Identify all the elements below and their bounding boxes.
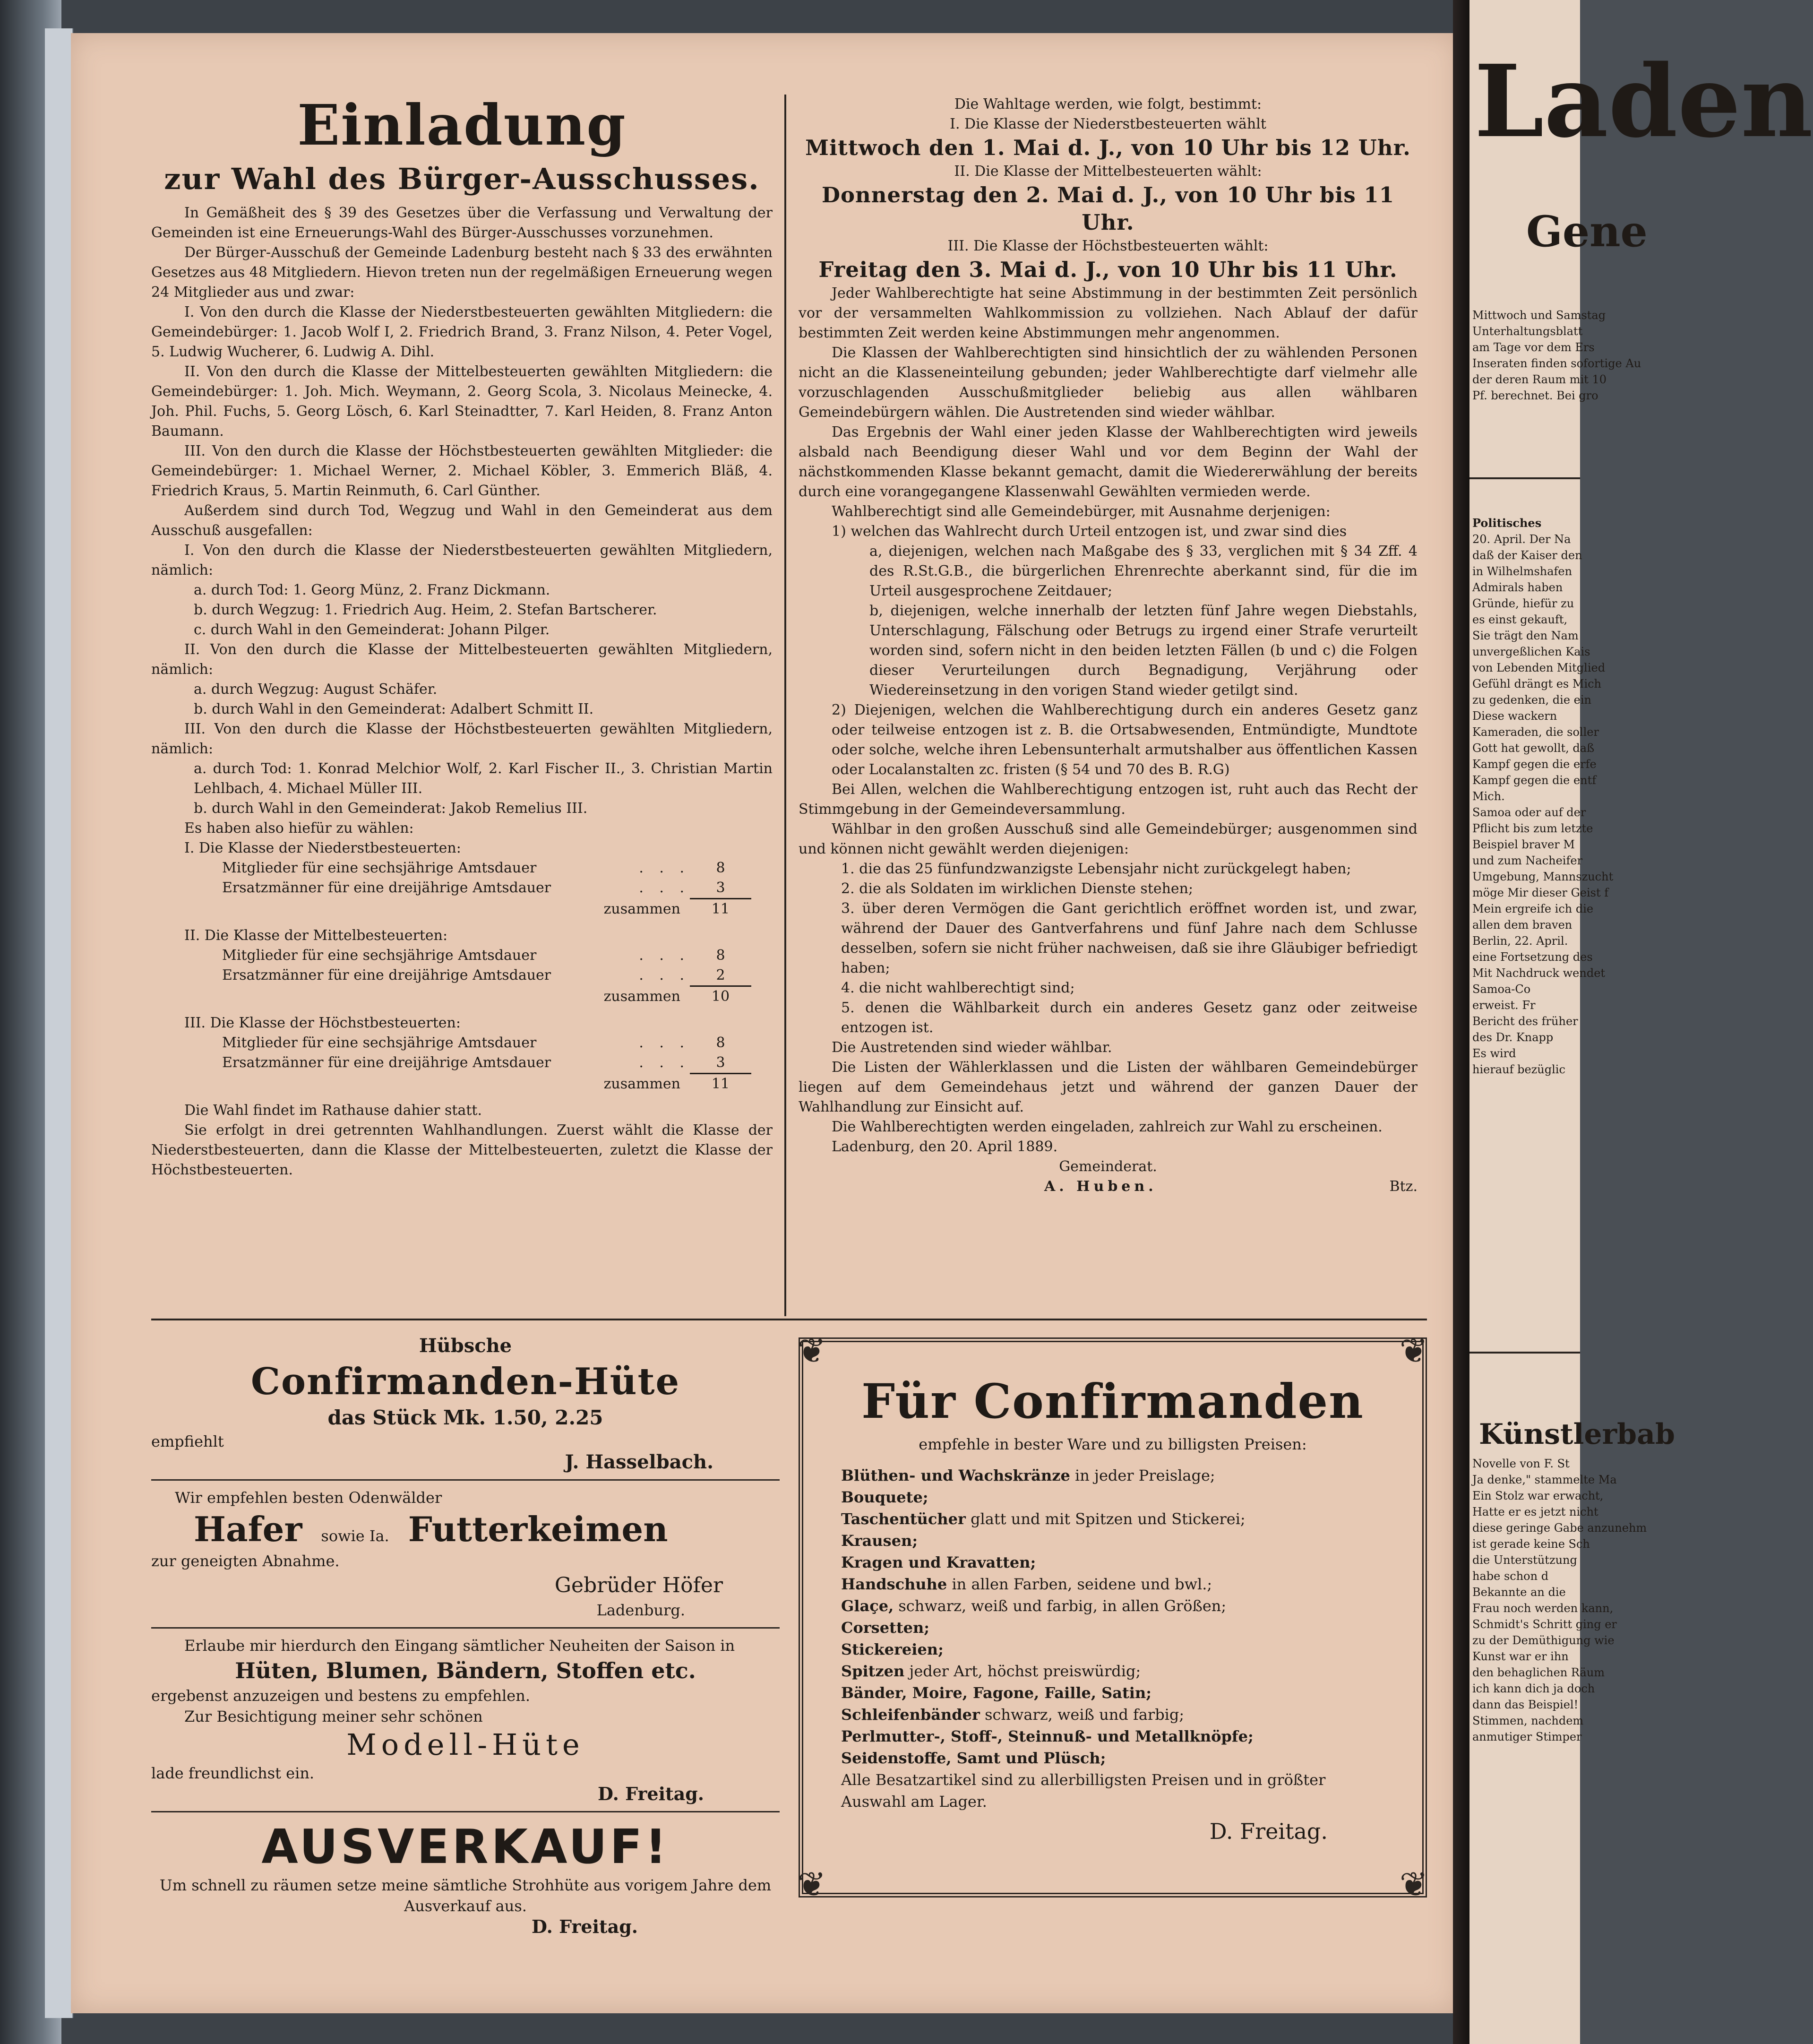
vote-label: Mitglieder für eine sechsjährige Amtsdauer — [222, 947, 537, 964]
text-line: des Dr. Knapp — [1472, 1031, 1554, 1044]
text-line: zu der Demüthigung wie — [1472, 1634, 1615, 1647]
vote-total: 11 — [711, 901, 730, 917]
facing-page — [1469, 0, 1813, 2044]
section-niederst: I. Von den durch die Klasse der Niederstbesteuerten gewählten Mitgliedern: die Gemeindebürger: 1. Jacob Wolf I, 2. Friedrich Brand, 3. Franz Nilson, 4. Peter Vogel, 5. Ludwig Wucherer, 6. Ludwig A. Dihl. — [151, 304, 773, 360]
list-item: 2) Diejenigen, welchen die Wahlberechtigung durch ein anderes Gesetz ganz oder teilweise entzogen ist z. B. die Ortsabwesenden, Entmündigte, Mundtote oder solche, welche ihren Lebensunterhalt armutshalber aus öffentlichen Kassen oder Localanstalten zc. fristen (§ 54 und 70 des B. R.G) — [832, 702, 1418, 778]
vote-total-label: zusammen — [603, 988, 680, 1005]
election-date: Mittwoch den 1. Mai d. J., von 10 Uhr bis 12 Uhr. — [805, 135, 1411, 160]
text-line: Mit Nachdruck wendet — [1472, 966, 1606, 980]
dot-leader: . . . — [639, 1054, 690, 1071]
ad-title: Für Confirmanden — [861, 1373, 1364, 1429]
signer: A. Huben. — [1044, 1178, 1157, 1195]
ad-word: Modell-Hüte — [346, 1727, 584, 1762]
list-item: a. durch Tod: 1. Georg Münz, 2. Franz Dickmann. — [194, 582, 550, 598]
section-mittel: II. Von den durch die Klasse der Mittelbesteuerten gewählten Mitgliedern: die Gemeindebürger: 1. Joh. Mich. Weymann, 2. Georg Scola, 3. Nicolaus Meinecke, 4. Joh. Phil. Fuchs, 5. Georg Lösch, 6. Karl Steinadtter, 7. Karl Heiden, 8. Franz Anton Baumann. — [151, 363, 773, 440]
product-detail: in allen Farben, seidene und bwl.; — [952, 1575, 1212, 1593]
list-item — [841, 1530, 1384, 1552]
list-item — [841, 1682, 1384, 1704]
vote-group — [184, 838, 751, 919]
text-line: Gott hat gewollt, daß — [1472, 742, 1595, 755]
vote-total-row — [184, 1074, 751, 1094]
text-line: Mein ergreife ich die — [1472, 902, 1594, 915]
text-line: dann das Beispiel! — [1472, 1698, 1579, 1711]
vote-total: 11 — [711, 1076, 730, 1092]
product-name: Perlmutter-, Stoff-, Steinnuß- und Metallknöpfe; — [841, 1727, 1254, 1745]
feuilleton-heading: Künstlerbab — [1479, 1418, 1675, 1451]
text-line: Ein Stolz war erwacht, — [1472, 1489, 1604, 1502]
vote-count: 8 — [716, 860, 725, 876]
product-name: Stickereien; — [841, 1640, 944, 1658]
list-item: a. durch Tod: 1. Konrad Melchior Wolf, 2. Karl Fischer II., 3. Christian Martin Lehlbach, 4. Michael Müller III. — [194, 760, 773, 797]
masthead-info — [1472, 307, 1641, 404]
product-name: Taschentücher — [841, 1510, 966, 1528]
dot-leader: . . . — [639, 880, 690, 896]
class-label: III. Die Klasse der Höchstbesteuerten wählt: — [947, 238, 1269, 254]
paragraph: Der Bürger-Ausschuß der Gemeinde Ladenburg besteht nach § 33 des erwähnten Gesetzes aus 48 Mitgliedern. Hievon treten nun der regelmäßigen Erneuerung wegen 24 Mitglieder aus und zwar: — [151, 244, 773, 301]
list-item: 4. die nicht wahlberechtigt sind; — [841, 980, 1075, 996]
vote-group — [184, 926, 751, 1007]
text-line: den behaglichen Räum — [1472, 1666, 1605, 1679]
list-item: 3. über deren Vermögen die Gant gerichtlich eröffnet worden ist, und zwar, während der Dauer des Gantverfahrens und fünf Jahre nach dem Schlusse desselben, sofern sie nicht früher nachweisen, daß sie ihre Gläubiger befriedigt haben; — [841, 900, 1418, 976]
vote-label: Ersatzmänner für eine dreijährige Amtsdauer — [222, 967, 551, 983]
paragraph: Das Ergebnis der Wahl einer jeden Klasse der Wahlberechtigten wird jeweils alsbald nach Beendigung dieser Wahl und vor dem Beginn der Wahl der nächstkommenden Klasse bekannt gemacht, damit die Wiedererwählung der bereits durch eine vorangegangene Klassenwahl Gewählten vermieden werde. — [799, 424, 1418, 500]
vote-category: I. Die Klasse der Niederstbesteuerten: — [184, 840, 461, 856]
paragraph: Die Austretenden sind wieder wählbar. — [832, 1039, 1112, 1056]
text-line: ich kann dich ja doch — [1472, 1682, 1595, 1695]
text-line: Mittwoch und Samstag — [1472, 309, 1606, 322]
vote-total-label: zusammen — [603, 1076, 680, 1092]
paragraph: Es haben also hiefür zu wählen: — [184, 820, 414, 837]
text-line: diese geringe Gabe anzunehm — [1472, 1521, 1647, 1535]
ad-divider — [151, 1627, 780, 1629]
masthead-subtitle: Gene — [1526, 207, 1648, 257]
ad-place: Ladenburg. — [596, 1601, 685, 1619]
paragraph: In Gemäßheit des § 39 des Gesetzes über die Verfassung und Verwaltung der Gemeinden ist eine Erneuerungs-Wahl des Bürger-Ausschusses vorzunehmen. — [151, 205, 773, 241]
text-line: zu gedenken, die ein — [1472, 693, 1591, 707]
product-detail: glatt und mit Spitzen und Stickerei; — [971, 1510, 1246, 1528]
dateline: Ladenburg, den 20. April 1889. — [832, 1138, 1058, 1155]
ad-text: Zur Besichtigung meiner sehr schönen — [184, 1708, 483, 1725]
product-detail: schwarz, weiß und farbig; — [985, 1706, 1185, 1724]
election-date: Donnerstag den 2. Mai d. J., von 10 Uhr bis 11 Uhr. — [821, 182, 1395, 235]
novel-column — [1472, 1456, 1647, 1745]
text-line: in Wilhelmshafen — [1472, 565, 1572, 578]
section-niederst: I. Von den durch die Klasse der Niederstbesteuerten gewählten Mitgliedern, nämlich: — [151, 542, 773, 578]
ad-word: Futterkeimen — [408, 1509, 668, 1549]
product-name: Kragen und Kravatten; — [841, 1553, 1036, 1571]
vote-count: 8 — [716, 1035, 725, 1051]
ad-headline-row — [151, 1508, 780, 1551]
paragraph: Die Listen der Wählerklassen und die Listen der wählbaren Gemeindebürger liegen auf dem Gemeindehaus jetzt und während der ganzen Dauer der Wahlhandlung zur Einsicht auf. — [799, 1059, 1418, 1115]
list-item: c. durch Wahl in den Gemeinderat: Johann Pilger. — [194, 621, 550, 638]
text-line: von Lebenden Mitglied — [1472, 661, 1606, 674]
text-line: Samoa oder auf der — [1472, 806, 1586, 819]
ad-seller: D. Freitag. — [1209, 1819, 1328, 1844]
ad-word: Hafer — [194, 1509, 302, 1549]
section-rule — [1469, 477, 1580, 479]
text-line: ist gerade keine Sch — [1472, 1537, 1590, 1551]
article-title: Einladung — [297, 92, 627, 158]
ad-divider — [151, 1811, 780, 1812]
product-detail: schwarz, weiß und farbig, in allen Größen; — [898, 1597, 1227, 1615]
product-name: Glaçe, — [841, 1597, 894, 1615]
text-line: Stimmen, nachdem — [1472, 1714, 1584, 1727]
product-name: Schleifenbänder — [841, 1706, 980, 1724]
ad-seller: D. Freitag. — [598, 1783, 704, 1804]
section-mittel: II. Von den durch die Klasse der Mittelbesteuerten gewählten Mitgliedern, nämlich: — [151, 641, 773, 678]
vote-total-row — [184, 987, 751, 1007]
text-line: eine Fortsetzung des — [1472, 950, 1593, 964]
product-detail: in jeder Preislage; — [1075, 1466, 1215, 1484]
product-list — [841, 1465, 1384, 1769]
vote-group — [184, 1013, 751, 1094]
ad-fuer-confirmanden — [797, 1331, 1428, 1904]
paragraph: Sie erfolgt in drei getrennten Wahlhandlungen. Zuerst wählt die Klasse der Niederstbesteuerten, dann die Klasse der Mittelbesteuerten, zuletzt die Klasse der Höchstbesteuerten. — [151, 1122, 773, 1178]
list-item: a, diejenigen, welchen nach Maßgabe des § 33, verglichen mit § 34 Zff. 4 des R.St.G.B., die bürgerlichen Ehrenrechte aberkannt sind, für die im Urteil ausgesprochene Zeitdauer; — [869, 543, 1418, 599]
einladung-article — [151, 92, 773, 1180]
ad-price: das Stück Mk. 1.50, 2.25 — [327, 1406, 603, 1429]
text-line: Bericht des früher — [1472, 1015, 1578, 1028]
text-line: Unterhaltungsblatt — [1472, 325, 1583, 338]
vote-label: Mitglieder für eine sechsjährige Amtsdauer — [222, 860, 537, 876]
signer-secondary: Btz. — [1389, 1178, 1418, 1195]
text-line: Mich. — [1472, 790, 1505, 803]
vote-total: 10 — [711, 988, 730, 1005]
text-line: der deren Raum mit 10 — [1472, 373, 1607, 386]
ad-headline: Hüten, Blumen, Bändern, Stoffen etc. — [235, 1658, 696, 1683]
text-line: Umgebung, Mannszucht — [1472, 870, 1614, 883]
ad-text: zur geneigten Abnahme. — [151, 1552, 340, 1570]
ad-text: empfehle in bester Ware und zu billigsten Preisen: — [919, 1435, 1307, 1453]
ad-modell-huete — [151, 1635, 780, 1804]
text-line: Bekannte an die — [1472, 1586, 1566, 1599]
vote-count: 8 — [716, 947, 725, 964]
text-line: Hatte er es jetzt nicht — [1472, 1505, 1598, 1518]
vote-category: II. Die Klasse der Mittelbesteuerten: — [184, 927, 448, 944]
section-rule — [151, 1319, 1427, 1320]
text-line: Inseraten finden sofortige Au — [1472, 357, 1641, 370]
paragraph: Wahlberechtigt sind alle Gemeindebürger, mit Ausnahme derjenigen: — [832, 503, 1331, 520]
signature-title: Gemeinderat. — [1059, 1158, 1157, 1175]
section-rule — [1469, 1352, 1580, 1354]
paragraph: Jeder Wahlberechtigte hat seine Abstimmung in der bestimmten Zeit persönlich vor der versammelten Wahlkommission zu vollziehen. Nach Ablauf der dafür bestimmten Zeit werden keine Abstimmungen mehr angenommen. — [799, 285, 1418, 341]
ad-ausverkauf — [151, 1819, 780, 1937]
text-line: Kameraden, die soller — [1472, 725, 1599, 739]
text-line: 20. April. Der Na — [1472, 533, 1571, 546]
ornament-icon: ❦ — [797, 1331, 826, 1371]
text-line: hierauf bezüglic — [1472, 1063, 1565, 1076]
ad-title: AUSVERKAUF! — [261, 1819, 670, 1874]
product-name: Bänder, Moire, Fagone, Faille, Satin; — [841, 1684, 1152, 1702]
vote-label: Mitglieder für eine sechsjährige Amtsdauer — [222, 1035, 537, 1051]
ad-text: sowie Ia. — [321, 1527, 389, 1545]
text-line: Novelle von F. St — [1472, 1457, 1570, 1470]
list-item — [841, 1508, 1384, 1530]
ad-hafer — [151, 1487, 780, 1621]
list-item: b. durch Wahl in den Gemeinderat: Jakob Remelius III. — [194, 800, 588, 817]
text-line: allen dem braven — [1472, 918, 1572, 931]
dot-leader: . . . — [639, 1035, 690, 1051]
ornament-icon: ❦ — [797, 1864, 826, 1904]
paragraph: Die Wahlberechtigten werden eingeladen, zahlreich zur Wahl zu erscheinen. — [832, 1119, 1383, 1135]
vote-line — [184, 1053, 751, 1074]
dot-leader: . . . — [639, 967, 690, 983]
text-line: Pf. berechnet. Bei gro — [1472, 389, 1598, 402]
list-item: 1. die das 25 fünfundzwanzigste Lebensjahr nicht zurückgelegt haben; — [841, 861, 1351, 877]
text-line: unvergeßlichen Kais — [1472, 645, 1590, 658]
text-line: anmutiger Stimper — [1472, 1730, 1582, 1743]
ad-seller: J. Hasselbach. — [565, 1451, 713, 1473]
text-line: Frau noch werden kann, — [1472, 1602, 1614, 1615]
ad-seller: Gebrüder Höfer — [554, 1573, 723, 1597]
class-label: I. Die Klasse der Niederstbesteuerten wählt — [950, 116, 1266, 132]
binding-board — [45, 28, 73, 2018]
text-line: Beispiel braver M — [1472, 838, 1575, 851]
paragraph: Bei Allen, welchen die Wahlberechtigung entzogen ist, ruht auch das Recht der Stimmgebung in der Gemeindeversammlung. — [799, 781, 1418, 818]
product-name: Seidenstoffe, Samt und Plüsch; — [841, 1749, 1106, 1767]
dot-leader: . . . — [639, 860, 690, 876]
vote-line — [184, 878, 751, 899]
text-line: Pflicht bis zum letzte — [1472, 822, 1593, 835]
text-line: Diese wackern — [1472, 709, 1557, 723]
vote-label: Ersatzmänner für eine dreijährige Amtsdauer — [222, 1054, 551, 1071]
article-subtitle: zur Wahl des Bürger-Ausschusses. — [164, 162, 760, 196]
list-item: 5. denen die Wählbarkeit durch ein anderes Gesetz ganz oder zeitweise entzogen ist. — [841, 1000, 1418, 1036]
text-line: Kunst war er ihn — [1472, 1650, 1569, 1663]
list-item — [841, 1704, 1384, 1725]
text-line: die Unterstützung — [1472, 1553, 1577, 1567]
product-name: Blüthen- und Wachskränze — [841, 1466, 1070, 1484]
vote-line — [184, 858, 751, 878]
list-item — [841, 1552, 1384, 1573]
ad-text: Um schnell zu räumen setze meine sämtliche Strohhüte aus vorigem Jahre dem Ausverkauf aus. — [159, 1876, 772, 1915]
politics-column — [1472, 515, 1614, 1078]
list-item: a. durch Wegzug: August Schäfer. — [194, 681, 438, 698]
ad-closing: Alle Besatzartikel sind zu allerbilligsten Preisen und in größter Auswahl am Lager. — [841, 1771, 1326, 1811]
signature-row — [799, 1177, 1418, 1197]
text-line: Schmidt's Schritt ging er — [1472, 1618, 1617, 1631]
list-item — [841, 1595, 1384, 1617]
ad-title: Confirmanden-Hüte — [250, 1360, 680, 1403]
paragraph: Die Klassen der Wahlberechtigten sind hinsichtlich der zu wählenden Personen nicht an die Klasseneinteilung gebunden; jeder Wahlberechtigte darf vielmehr alle vorzuschlagenden Ausschußmitglieder beliebig aus allen wählbaren Gemeindebürgern wählen. Die Austretenden sind wieder wählbar. — [799, 345, 1418, 421]
text-line: Gefühl drängt es Mich — [1472, 677, 1602, 690]
list-item: b. durch Wahl in den Gemeinderat: Adalbert Schmitt II. — [194, 701, 594, 717]
ad-text: Wir empfehlen besten Odenwälder — [175, 1489, 442, 1507]
text-line: Es wird — [1472, 1047, 1516, 1060]
ornament-icon: ❦ — [1399, 1331, 1428, 1371]
vote-line — [184, 966, 751, 987]
ad-seller: D. Freitag. — [532, 1916, 638, 1937]
ads-column — [151, 1333, 780, 1937]
column-rule — [784, 95, 786, 1316]
ad-text: ergebenst anzuzeigen und bestens zu empfehlen. — [151, 1687, 530, 1705]
ad-text: Erlaube mir hierdurch den Eingang sämtlicher Neuheiten der Saison in — [184, 1637, 735, 1655]
ad-divider — [151, 1479, 780, 1481]
masthead-title: Laden — [1474, 43, 1813, 160]
list-item: b. durch Wegzug: 1. Friedrich Aug. Heim, 2. Stefan Bartscherer. — [194, 602, 657, 618]
text-line: erweist. Fr — [1472, 999, 1536, 1012]
text-line: Admirals haben — [1472, 581, 1563, 594]
vote-total-row — [184, 899, 751, 919]
paragraph: Wählbar in den großen Ausschuß sind alle Gemeindebürger; ausgenommen sind und können nicht gewählt werden diejenigen: — [799, 821, 1418, 857]
text-line: Ja denke," stammelte Ma — [1472, 1473, 1617, 1486]
text-line: möge Mir dieser Geist f — [1472, 886, 1609, 899]
section-hoechst: III. Von den durch die Klasse der Höchstbesteuerten gewählten Mitgliedern, nämlich: — [151, 721, 773, 757]
ad-text: empfiehlt — [151, 1432, 224, 1450]
paragraph: Die Wahl findet im Rathause dahier statt. — [184, 1102, 482, 1119]
text-line: Kampf gegen die entf — [1472, 774, 1597, 787]
product-name: Krausen; — [841, 1532, 918, 1550]
class-label: II. Die Klasse der Mittelbesteuerten wählt: — [954, 163, 1262, 180]
section-heading: Die Wahltage werden, wie folgt, bestimmt: — [954, 96, 1262, 112]
text-line: Politisches — [1472, 516, 1542, 530]
text-line: Berlin, 22. April. — [1472, 934, 1568, 948]
product-name: Bouquete; — [841, 1488, 928, 1506]
dot-leader: . . . — [639, 947, 690, 964]
section-hoechst: III. Von den durch die Klasse der Höchstbesteuerten gewählten Mitglieder: die Gemeindebürger: 1. Michael Werner, 2. Michael Köbler, 3. Emmerich Bläß, 4. Friedrich Kraus, 5. Martin Reinmuth, 6. Carl Günther. — [151, 443, 773, 499]
list-item — [841, 1617, 1384, 1639]
vote-line — [184, 1033, 751, 1053]
list-item — [841, 1660, 1384, 1682]
ad-kicker: Hübsche — [419, 1335, 512, 1357]
ad-confirmanden-huete — [151, 1333, 780, 1473]
text-line: am Tage vor dem Ers — [1472, 341, 1595, 354]
text-line: und zum Nacheifer — [1472, 854, 1583, 867]
list-item — [841, 1573, 1384, 1595]
vote-count: 3 — [690, 878, 751, 899]
product-name: Spitzen — [841, 1662, 905, 1680]
text-line: Sie trägt den Nam — [1472, 629, 1579, 642]
wahltage-article — [799, 95, 1418, 1197]
list-item: b, diejenigen, welche innerhalb der letzten fünf Jahre wegen Diebstahls, Unterschlagung, Fälschung oder Betrugs zu irgend einer Strafe verurteilt worden sind, sofern nicht in den beiden letzten Fällen (b und c) die Folgen dieser Verurteilungen durch Begnadigung, Verjährung oder Wiedereinsetzung in den vorigen Stand wieder getilgt sind. — [869, 603, 1418, 699]
list-item: 2. die als Soldaten im wirklichen Dienste stehen; — [841, 880, 1194, 897]
vote-count: 3 — [690, 1053, 751, 1074]
text-line: Kampf gegen die erfe — [1472, 758, 1597, 771]
text-line: daß der Kaiser den — [1472, 549, 1582, 562]
vote-total-label: zusammen — [603, 901, 680, 917]
text-line: es einst gekauft, — [1472, 613, 1568, 626]
list-item — [841, 1486, 1384, 1508]
list-item — [841, 1465, 1384, 1486]
list-item — [841, 1747, 1384, 1769]
vote-category: III. Die Klasse der Höchstbesteuerten: — [184, 1015, 461, 1031]
list-item — [841, 1725, 1384, 1747]
list-item — [841, 1639, 1384, 1660]
election-date: Freitag den 3. Mai d. J., von 10 Uhr bis 11 Uhr. — [818, 257, 1398, 282]
vote-line — [184, 946, 751, 966]
ad-text: lade freundlichst ein. — [151, 1764, 315, 1782]
text-line: Gründe, hiefür zu — [1472, 597, 1574, 610]
vote-label: Ersatzmänner für eine dreijährige Amtsdauer — [222, 880, 551, 896]
list-item: 1) welchen das Wahlrecht durch Urteil entzogen ist, und zwar sind dies — [832, 523, 1347, 540]
paragraph: Außerdem sind durch Tod, Wegzug und Wahl in den Gemeinderat aus dem Ausschuß ausgefallen: — [151, 502, 773, 539]
vote-count: 2 — [690, 966, 751, 987]
text-line: habe schon d — [1472, 1570, 1549, 1583]
text-line: Samoa-Co — [1472, 983, 1531, 996]
product-name: Handschuhe — [841, 1575, 947, 1593]
ornament-icon: ❦ — [1399, 1864, 1428, 1904]
product-detail: jeder Art, höchst preiswürdig; — [909, 1662, 1141, 1680]
vote-table — [184, 838, 751, 1094]
product-name: Corsetten; — [841, 1619, 930, 1637]
